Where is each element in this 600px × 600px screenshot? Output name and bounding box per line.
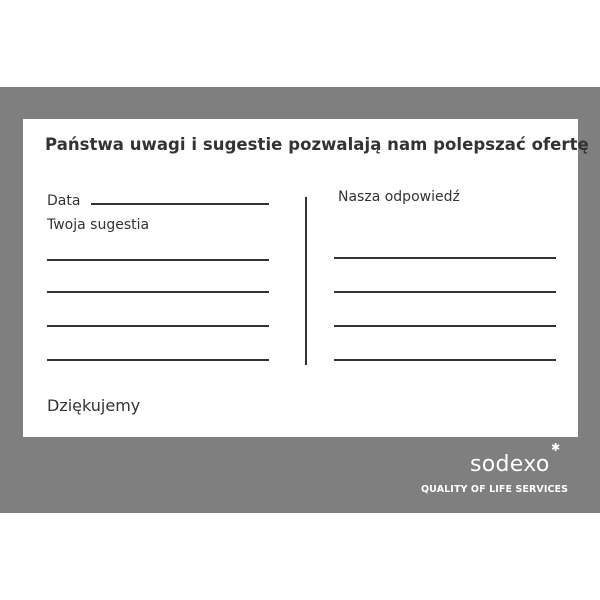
feedback-card (23, 119, 589, 437)
date-field-line[interactable] (91, 203, 269, 205)
column-divider (305, 197, 307, 365)
thanks-text: Dziękujemy (47, 396, 141, 415)
response-label: Nasza odpowiedź (338, 189, 460, 205)
suggestion-line-4[interactable] (47, 359, 269, 361)
date-label: Data (47, 193, 81, 209)
card-title: Państwa uwagi i sugestie pozwalają nam polepszać ofertę (45, 135, 589, 154)
brand-tagline: QUALITY OF LIFE SERVICES (421, 484, 569, 495)
response-line-2[interactable] (334, 291, 556, 293)
suggestion-line-1[interactable] (47, 259, 269, 261)
response-line-4[interactable] (334, 359, 556, 361)
suggestion-line-2[interactable] (47, 291, 269, 293)
sodexo-logo: sodexo (470, 452, 550, 477)
suggestion-label: Twoja sugestia (47, 217, 150, 233)
response-line-3[interactable] (334, 325, 556, 327)
response-line-1[interactable] (334, 257, 556, 259)
star-icon: ✱ (551, 441, 561, 454)
suggestion-line-3[interactable] (47, 325, 269, 327)
